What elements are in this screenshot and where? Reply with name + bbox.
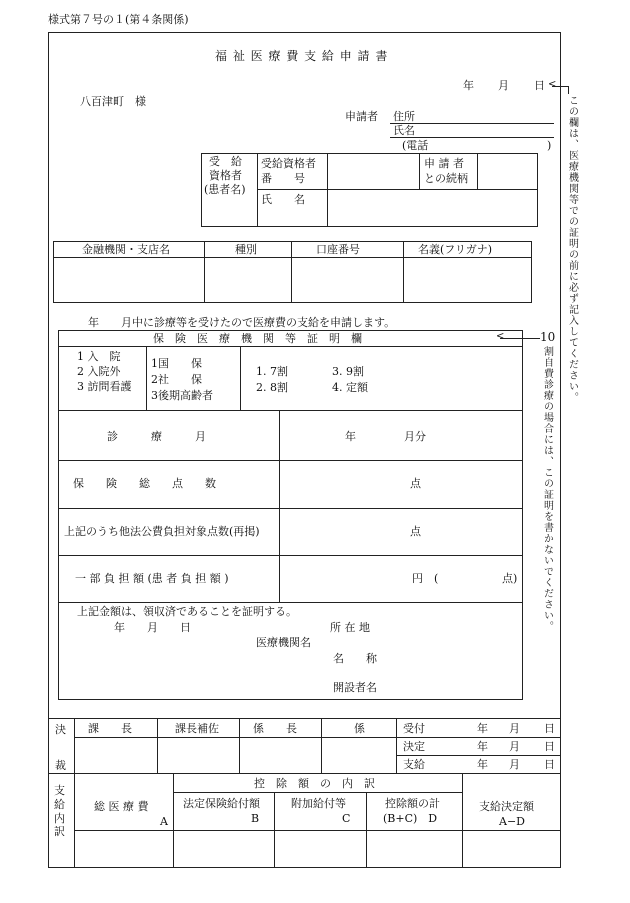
breakdown-deduction-total: 控除額の計 bbox=[385, 797, 440, 810]
cert-receipt-date: 年 月 日 bbox=[114, 621, 191, 634]
bank-header-account: 口座番号 bbox=[316, 243, 360, 256]
arrow-head-bottom: < bbox=[496, 331, 505, 342]
approval-col-divider-4 bbox=[396, 718, 397, 773]
recipient-relation-label-2: との続柄 bbox=[424, 172, 468, 185]
approval-role-4: 係 bbox=[354, 722, 365, 735]
breakdown-statutory-letter: B bbox=[251, 812, 260, 825]
arrow-line-top-vert bbox=[568, 86, 569, 94]
recipient-table bbox=[201, 153, 538, 227]
breakdown-header-divider bbox=[173, 792, 462, 793]
breakdown-additional: 附加給付等 bbox=[291, 797, 346, 810]
cert-types-divider-2 bbox=[240, 346, 241, 410]
applicant-name-label: 氏名 bbox=[393, 124, 415, 137]
cert-ratio-1: 1. 7割 bbox=[256, 365, 288, 378]
applicant-address-label: 住所 bbox=[393, 110, 415, 123]
approval-role-divider bbox=[74, 737, 396, 738]
recipient-divider-1 bbox=[257, 153, 258, 227]
breakdown-col-divider-4 bbox=[462, 773, 463, 868]
approval-label-1: 決 bbox=[55, 723, 66, 736]
cert-insurance-2: 2社 保 bbox=[151, 373, 202, 386]
cert-type-1: 1 入 院 bbox=[77, 350, 121, 363]
side-note-bottom-number: 10 bbox=[540, 330, 556, 344]
approval-role-3: 係 長 bbox=[253, 722, 297, 735]
approval-status-received: 受付 bbox=[403, 722, 425, 735]
cert-public-label: 上記のうち他法公費負担対象点数(再掲) bbox=[64, 525, 260, 538]
approval-status-decided: 決定 bbox=[403, 740, 425, 753]
cert-label-divider bbox=[279, 410, 280, 602]
recipient-divider-4 bbox=[477, 153, 478, 189]
breakdown-label-divider bbox=[74, 773, 75, 868]
name-underline bbox=[390, 137, 554, 138]
side-note-bottom: 割自費診療の場合には、この証明を書かないでください。 bbox=[541, 346, 553, 632]
cert-copay-label: 一 部 負 担 額 (患 者 負 担 額 ) bbox=[75, 572, 229, 585]
date-year: 年 bbox=[463, 79, 474, 92]
applicant-phone-close: ) bbox=[547, 139, 552, 152]
cert-receipt-statement: 上記金額は、領収済であることを証明する。 bbox=[77, 605, 297, 618]
cert-founder-label: 開設者名 bbox=[333, 681, 377, 694]
approval-paid-month: 月 bbox=[509, 758, 520, 771]
recipient-relation-label-1: 申 請 者 bbox=[424, 157, 464, 170]
cert-location-label: 所 在 地 bbox=[330, 621, 370, 634]
cert-month-label: 診 療 月 bbox=[107, 430, 206, 443]
breakdown-row-divider bbox=[74, 830, 561, 831]
cert-points-unit: 点 bbox=[410, 477, 421, 490]
cert-copay-points: 点) bbox=[502, 572, 518, 585]
cert-type-2: 2 入院外 bbox=[77, 365, 121, 378]
cert-month-month: 月分 bbox=[404, 430, 426, 443]
approval-bottom bbox=[48, 773, 561, 774]
breakdown-row-label: 支 給 内 訳 bbox=[54, 784, 65, 839]
application-statement: 年 月中に診療等を受けたので医療費の支給を申請します。 bbox=[88, 316, 396, 329]
cert-ratio-2: 2. 8割 bbox=[256, 381, 288, 394]
approval-status-divider-1 bbox=[396, 737, 561, 738]
approval-role-2: 課長補佐 bbox=[175, 722, 219, 735]
cert-header: 保 険 医 療 機 関 等 証 明 欄 bbox=[153, 332, 362, 345]
bank-header-divider bbox=[53, 257, 532, 258]
approval-top bbox=[48, 718, 561, 719]
recipient-name-label: 氏 名 bbox=[261, 193, 305, 206]
approval-label-divider bbox=[74, 718, 75, 773]
approval-col-divider-2 bbox=[239, 718, 240, 773]
approval-decided-day: 日 bbox=[544, 740, 555, 753]
cert-month-year: 年 bbox=[345, 430, 356, 443]
approval-decided-year: 年 bbox=[477, 740, 488, 753]
cert-public-unit: 点 bbox=[410, 525, 421, 538]
form-number: 様式第７号の１(第４条関係) bbox=[48, 13, 189, 26]
approval-status-divider-2 bbox=[396, 755, 561, 756]
date-month: 月 bbox=[498, 79, 509, 92]
breakdown-total-medical-letter: A bbox=[160, 815, 168, 828]
cert-header-divider bbox=[58, 346, 523, 347]
arrow-line-bottom bbox=[500, 338, 540, 339]
cert-row-divider-2 bbox=[58, 508, 523, 509]
breakdown-deduction-header: 控 除 額 の 内 訳 bbox=[254, 777, 375, 790]
bank-header-institution: 金融機関・支店名 bbox=[82, 243, 170, 256]
addressee: 八百津町 様 bbox=[80, 95, 146, 108]
recipient-divider-2 bbox=[327, 153, 328, 227]
cert-points-label: 保 険 総 点 数 bbox=[73, 477, 216, 490]
cert-row-divider-3 bbox=[58, 555, 523, 556]
approval-col-divider-3 bbox=[321, 718, 322, 773]
bank-col-divider-3 bbox=[403, 241, 404, 303]
recipient-number-label-1: 受給資格者 bbox=[261, 157, 316, 170]
breakdown-total-medical: 総 医 療 費 bbox=[94, 800, 149, 813]
breakdown-additional-letter: C bbox=[342, 812, 351, 825]
breakdown-deduction-formula: (B+C) D bbox=[383, 812, 438, 825]
cert-insurance-1: 1国 保 bbox=[151, 357, 202, 370]
cert-institution-label: 医療機関名 bbox=[256, 636, 311, 649]
cert-row-divider-1 bbox=[58, 460, 523, 461]
side-note-top: この欄は、医療機関等での証明の前に必ず記入してください。 bbox=[566, 95, 578, 403]
cert-type-3: 3 訪問看護 bbox=[77, 380, 132, 393]
cert-insurance-3: 3後期高齢者 bbox=[151, 389, 213, 402]
cert-ratio-3: 3. 9割 bbox=[332, 365, 364, 378]
bank-col-divider-2 bbox=[291, 241, 292, 303]
cert-name-label: 名 称 bbox=[333, 652, 377, 665]
cert-row-divider-4 bbox=[58, 602, 523, 603]
recipient-row-divider bbox=[257, 189, 538, 190]
applicant-label: 申請者 bbox=[345, 110, 378, 123]
arrow-head-top: < bbox=[548, 79, 557, 90]
approval-col-divider-1 bbox=[157, 718, 158, 773]
recipient-qualifier-1: 受 給 bbox=[209, 155, 242, 168]
approval-role-1: 課 長 bbox=[88, 722, 132, 735]
breakdown-decision: 支給決定額 bbox=[479, 800, 534, 813]
date-day: 日 bbox=[534, 79, 545, 92]
recipient-number-label-2: 番 号 bbox=[261, 172, 305, 185]
approval-received-day: 日 bbox=[544, 722, 555, 735]
approval-received-year: 年 bbox=[477, 722, 488, 735]
recipient-qualifier-3: (患者名) bbox=[204, 183, 246, 196]
approval-paid-day: 日 bbox=[544, 758, 555, 771]
cert-types-divider-1 bbox=[146, 346, 147, 410]
approval-label-2: 裁 bbox=[55, 759, 66, 772]
cert-types-bottom bbox=[58, 410, 523, 411]
breakdown-decision-formula: A−D bbox=[499, 815, 525, 828]
approval-received-month: 月 bbox=[509, 722, 520, 735]
breakdown-statutory: 法定保険給付額 bbox=[183, 797, 260, 810]
cert-ratio-4: 4. 定額 bbox=[332, 381, 368, 394]
approval-paid-year: 年 bbox=[477, 758, 488, 771]
applicant-phone-open: (電話 bbox=[402, 139, 429, 152]
approval-status-paid: 支給 bbox=[403, 758, 425, 771]
form-title: 福 祉 医 療 費 支 給 申 請 書 bbox=[215, 49, 389, 63]
bank-header-type: 種別 bbox=[235, 243, 257, 256]
bank-header-holder: 名義(フリガナ) bbox=[418, 243, 493, 256]
cert-copay-unit: 円 ( bbox=[412, 572, 439, 585]
bank-col-divider-1 bbox=[204, 241, 205, 303]
recipient-divider-3 bbox=[419, 153, 420, 189]
recipient-qualifier-2: 資格者 bbox=[209, 169, 242, 182]
approval-decided-month: 月 bbox=[509, 740, 520, 753]
breakdown-col-divider-1 bbox=[173, 773, 174, 868]
